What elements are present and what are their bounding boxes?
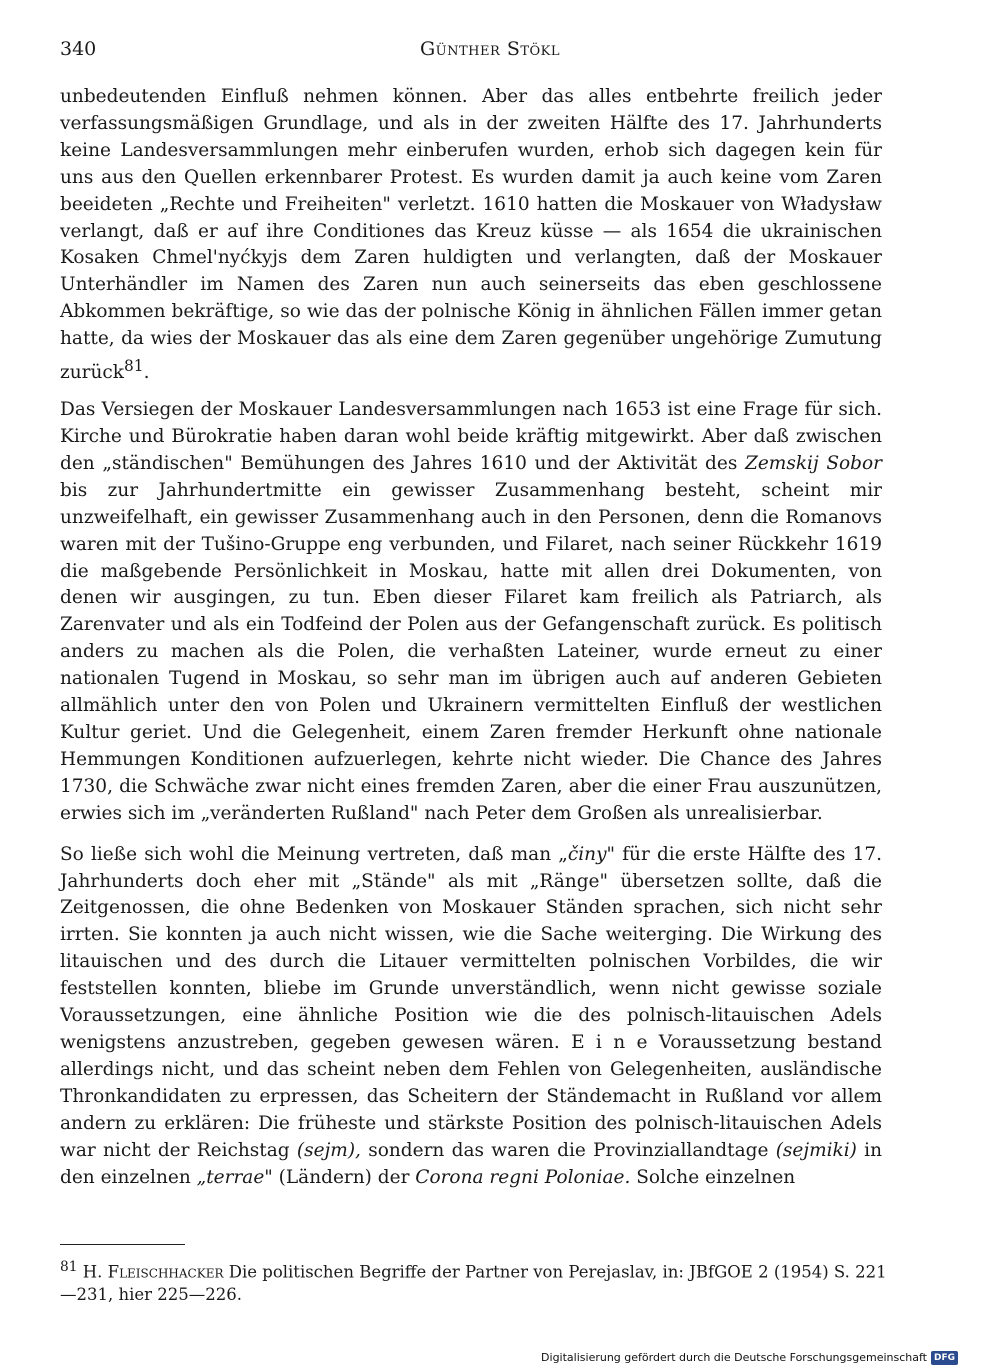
- footnote-ref-81: 81: [124, 357, 144, 376]
- paragraph-3-text-f: Solche einzelnen: [630, 1166, 796, 1188]
- page-header: [60, 34, 920, 64]
- footnote-number: 81: [60, 1259, 78, 1275]
- paragraph-1: [60, 84, 882, 387]
- imprint-text: Digitalisierung gefördert durch die Deutsche Forschungsgemeinschaft: [541, 1351, 927, 1364]
- paragraph-3-text-d: in den einzelnen: [60, 1139, 883, 1188]
- paragraph-3-emphasis-1: činy: [567, 843, 607, 865]
- paragraph-2: [60, 397, 882, 828]
- paragraph-2-text-b: bis zur Jahrhundertmitte ein gewisser Zusammenhang besteht, scheint mir unzweifelhaft, ein gewisser Zusammenhang auch in den Personen, denn die Romanovs waren mit der Tušino-Gruppe eng verbunden, und Filaret, nach seiner Rückkehr 1619 die maßgebende Persönlichkeit in Moskau, hatte mit allen drei Dokumenten, von denen wir ausgingen, zu tun. Eben dieser Filaret kam freilich als Patriarch, als Zarenvater und als ein Todfeind der Polen aus der Gefangenschaft zurück. Es politisch anders zu machen als die Polen, die verhaßten Lateiner, wurde erneut zu einer nationalen Tugend in Moskau, so sehr man im übrigen auch auf anderen Gebieten allmählich unter den von Polen und Ukrainern vermittelten Einfluß der westlichen Kultur geriet. Und die Gelegenheit, einem Zaren fremder Herkunft ohne nationale Hemmungen Konditionen aufzuerlegen, kehrte nicht wieder. Die Chance des Jahres 1730, die Schwäche zwar nicht eines fremden Zaren, aber die einer Frau auszunützen, erwies sich im „veränderten Rußland" nach Peter dem Großen als unrealisierbar.: [60, 479, 882, 824]
- digitization-imprint: [541, 1350, 958, 1366]
- paragraph-3: [60, 842, 882, 1192]
- footnote-divider: [60, 1244, 185, 1245]
- paragraph-3-emphasis-2: (sejm),: [296, 1139, 361, 1161]
- paragraph-3-emphasis-5: Corona regni Poloniae.: [415, 1166, 631, 1188]
- footnote-author: H. Fleischhacker: [82, 1262, 224, 1282]
- paragraph-1-end: .: [143, 362, 150, 384]
- page-number: 340: [60, 38, 97, 60]
- footnote-text: Die politischen Begriffe der Partner von Perejaslav, in: JBfGOE 2 (1954) S. 221—231, hier 225—226.: [60, 1262, 887, 1304]
- paragraph-2-text-a: Das Versiegen der Moskauer Landesversammlungen nach 1653 ist eine Frage für sich. Kirche und Bürokratie haben daran wohl beide kräftig mitgewirkt. Aber daß zwischen den „ständischen" Bemühungen des Jahres 1610 und der Aktivität des: [60, 399, 882, 474]
- paragraph-3-text-b: " für die erste Hälfte des 17. Jahrhunderts doch eher mit „Stände" als mit „Ränge" übersetzen sollte, daß die Zeitgenossen, die ohne Bedenken von Moskauer Ständen sprachen, sich nicht sehr irrten. Sie konnten ja auch nicht wissen, wie die Sache weiterging. Die Wirkung des litauischen und des durch die Litauer vermittelten polnischen Vorbildes, die wir feststellen konnten, bliebe im Grunde unverständlich, wenn nicht gewisse soziale Voraussetzungen, eine ähnliche Position wie die des polnisch-litauischen Adels wenigstens anzustreben, gegeben gewesen wären. E i n e Voraussetzung bestand allerdings nicht, und das scheint neben dem Fehlen von Gelegenheiten, ausländische Thronkandidaten zu erpressen, das Scheitern der Ständemacht in Rußland vor allem andern zu erklären: Die früheste und stärkste Position des polnisch-litauischen Adels war nicht der Reichstag: [60, 843, 882, 1161]
- paragraph-2-emphasis: Zemskij Sobor: [744, 452, 882, 474]
- paragraph-3-emphasis-4: „terrae": [196, 1166, 273, 1188]
- paragraph-3-text-c: sondern das waren die Provinziallandtage: [360, 1139, 776, 1161]
- running-head: Günther Stökl: [419, 38, 561, 60]
- paragraph-3-text-e: (Ländern) der: [272, 1166, 416, 1188]
- paragraph-1-text: unbedeutenden Einfluß nehmen können. Aber das alles entbehrte freilich jeder verfassungsmäßigen Grundlage, und als in der zweiten Hälfte des 17. Jahrhunderts keine Landesversammlungen mehr einberufen wurden, erhob sich dagegen kein für uns aus den Quellen erkennbarer Protest. Es wurden damit ja auch keine vom Zaren beeideten „Rechte und Freiheiten" verletzt. 1610 hatten die Moskauer von Władysław verlangt, daß er auf ihre Conditiones das Kreuz küsse — als 1654 die ukrainischen Kosaken Chmel'nyćkyjs dem Zaren huldigten und verlangten, daß der Moskauer Unterhändler im Namen des Zaren nun auch seinerseits das eben geschlossene Abkommen bekräftige, so wie das der polnische König in ähnlichen Fällen immer getan hatte, da wies der Moskauer das als eine dem Zaren gegenüber ungehörige Zumutung zurück: [60, 86, 882, 384]
- dfg-logo-icon: DFG: [931, 1351, 958, 1365]
- paragraph-3-text-a: So ließe sich wohl die Meinung vertreten, daß man „: [60, 843, 568, 865]
- footnote-81: [60, 1256, 890, 1306]
- body-text: [60, 84, 882, 1201]
- paragraph-3-emphasis-3: (sejmiki): [775, 1139, 857, 1161]
